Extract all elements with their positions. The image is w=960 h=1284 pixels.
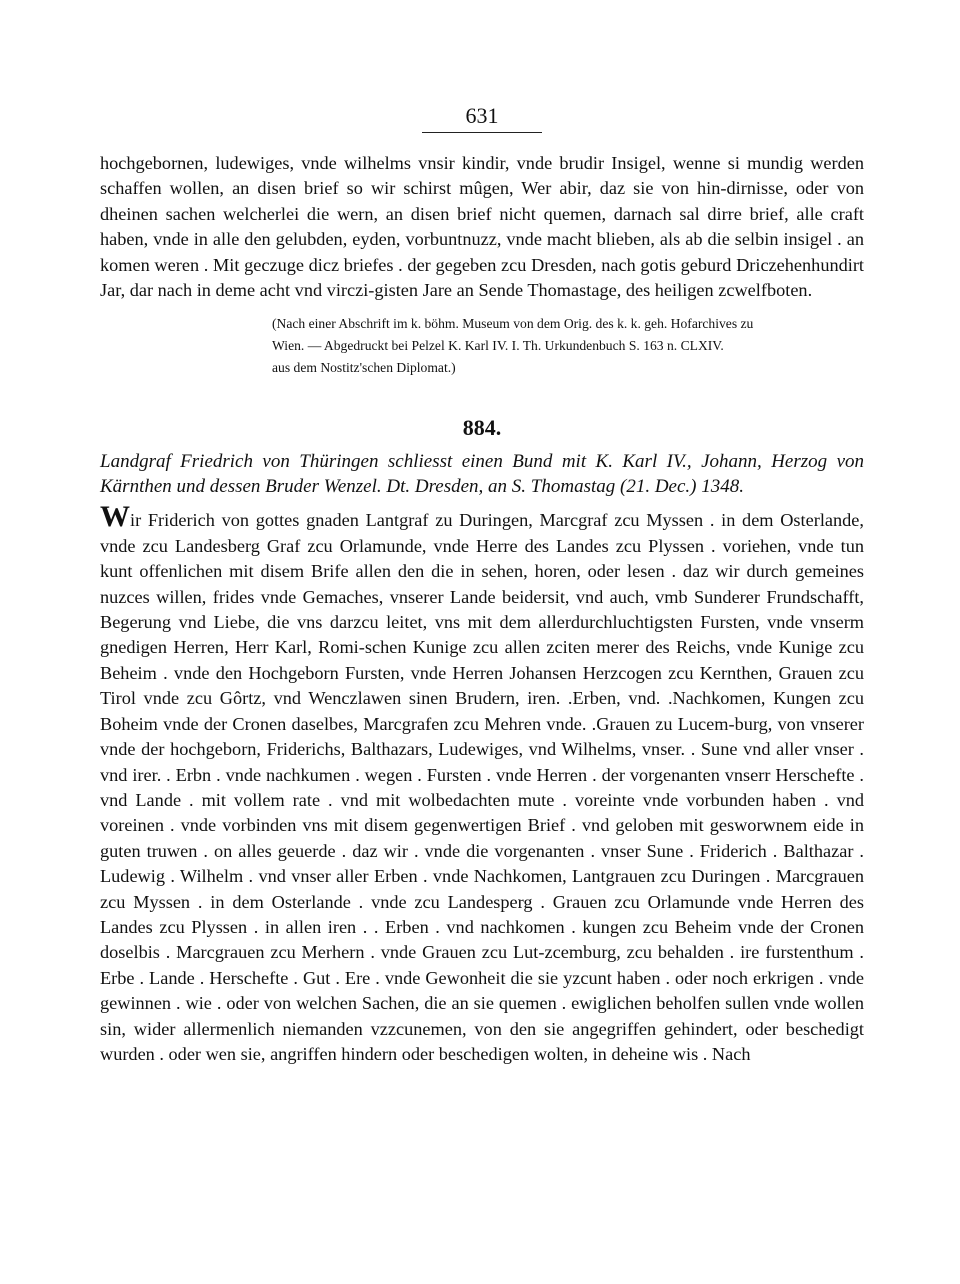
source-note-line: aus dem Nostitz'schen Diplomat.) xyxy=(272,360,456,376)
document-heading: Landgraf Friedrich von Thüringen schliesst einen Bund mit K. Karl IV., Johann, Herzog von Kärnthen und dessen Bruder Wenzel. Dt. Dresden, an S. Thomastag (21. Dec.) 1348. xyxy=(100,451,864,498)
source-note-line: (Nach einer Abschrift im k. böhm. Museum von dem Orig. des k. k. geh. Hofarchives zu xyxy=(272,316,754,332)
page-number: 631 xyxy=(465,103,499,128)
source-note-line: Wien. — Abgedruckt bei Pelzel K. Karl IV. I. Th. Urkundenbuch S. 163 n. CLXIV. xyxy=(272,338,724,354)
document-body xyxy=(100,500,864,1067)
document-number: 884. xyxy=(462,415,502,441)
document-body-text: ir Friderich von gottes gnaden Lantgraf zu Duringen, Marcgraf zcu Myssen . in dem Osterlande, vnde zcu Landesberg Graf zcu Orlamunde, vnde Herre des Landes zcu Plyssen . voriehen, vnde tun kunt offenlichen mit disem Brife allen den die in sehen, horen, oder lesen . daz wir durch gemeines nuzces willen, frides vnde Gemaches, vnserer Lande beidersit, vnd auch, vmb Sunderer Frundschafft, Begerung vnd Liebe, die vns darzcu leitet, vns mit dem allerdurchluchtigsten Fursten, vnde vnserm gnedigen Herren, Herr Karl, Romi-schen Kunige zcu allen zciten merer des Reichs, vnde Kunige zcu Beheim . vnde den Hochgeborn Fursten, vnde Herren Johansen Herzcogen zcu Kernthen, Grauen zcu Tirol vnde zcu Gôrtz, vnd Wenczlawen sinen Brudern, iren. .Erben, vnd. .Nachkomen, Kungen zcu Boheim vnde der Cronen daselbes, Marcgrafen zcu Mehren vnde. .Grauen zu Lucem-burg, von vnserer vnde der hochgeborn, Friderichs, Balthazars, Ludewiges, vnd Wilhelms, vnser. . Sune vnd aller vnser . vnd irer. . Erbn . vnde nachkumen . wegen . Fursten . vnde Herren . der vorgenanten vnserr Herschefte . vnd Lande . mit vollem rate . vnd mit wolbedachten mute . voreinte vnde vorbunden haben . vnd voreinen . vnde vorbinden vns mit disem gegenwertigen Brief . vnd geloben mit gesworwnem eide in guten truwen . on alles geuerde . daz wir . vnde die vorgenanten . vnser Sune . Friderich . Balthazar . Ludewig . Wilhelm . vnd vnser aller Erben . vnde Nachkomen, Lantgrauen zcu Duringen . Marcgrauen zcu Myssen . in dem Osterlande . vnde zcu Landesperg . Grauen zcu Orlamunde vnde Herren des Landes zcu Plyssen . in allen iren . . Erben . vnd nachkomen . kungen zcu Beheim vnde der Cronen doselbis . Marcgrauen zcu Merhern . vnde Grauen zcu Lut-zcemburg, zcu behalden . ire furstenthum . Erbe . Lande . Herschefte . Gut . Ere . vnde Gewonheit die sie yzcunt haben . oder noch erkrigen . vnde gewinnen . wie . oder von welchen Sachen, die an sie quemen . ewiglichen beholfen sullen vnde wollen sin, wider allermenlich niemanden vzzcunemen, von den sie angegriffen gehindert, oder beschedigt wurden . oder wen sie, angriffen hindern oder beschedigen wolten, in deheine wis . Nach xyxy=(100,510,864,1064)
document-page xyxy=(100,104,864,1067)
source-note xyxy=(272,313,864,379)
continuation-paragraph: hochgebornen, ludewiges, vnde wilhelms vnsir kindir, vnde brudir Insigel, wenne si mundig werden schaffen wollen, an disen brief so wir schirst mûgen, Wer abir, daz sie von hin-dirnisse, oder von dheinen sachen welcherlei die wern, an disen brief nicht quemen, darnach sal dirre brief, alle craft haben, vnde in alle den gelubden, eyden, vorbuntnuzz, vnde macht blieben, als ab die selbin insigel . an komen weren . Mit geczuge dicz briefes . der gegeben zcu Dresden, nach gotis geburd Driczehenhundirt Jar, dar nach in deme acht vnd virczi-gisten Jare an Sende Thomastage, des heiligen zcwelfboten. xyxy=(100,153,864,301)
page-number-rule xyxy=(422,132,542,133)
continuation-section xyxy=(100,151,864,303)
document-initial: W xyxy=(100,500,130,534)
